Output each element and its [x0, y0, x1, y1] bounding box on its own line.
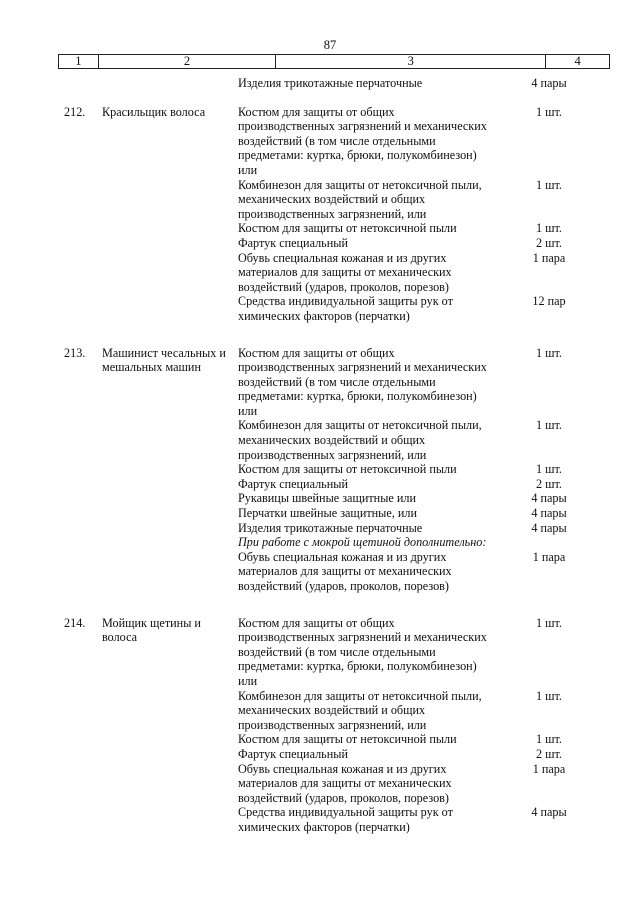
- item-text: Комбинезон для защиты от нетоксичной пыли, механических воздействий и общих производственных загрязнений, или: [238, 688, 482, 732]
- item-quantity: 1 шт.: [536, 732, 562, 747]
- list-item: [238, 762, 610, 806]
- list-item: [238, 76, 610, 91]
- profession-name: Машинист чесальных и мешальных машин: [102, 345, 226, 375]
- item-text: Изделия трикотажные перчаточные: [238, 520, 423, 535]
- item-quantity: [488, 535, 610, 550]
- item-quantity: 1 шт.: [536, 221, 562, 236]
- header-col-3: 3: [276, 55, 546, 68]
- list-item: [238, 251, 610, 295]
- items-list: [238, 616, 610, 835]
- header-col-4: 4: [574, 54, 581, 68]
- list-item: [238, 491, 610, 506]
- item-quantity: 4 пары: [531, 520, 567, 535]
- item-quantity: 1 пара: [532, 250, 566, 265]
- list-item: [238, 732, 610, 747]
- item-text: Костюм для защиты от нетоксичной пыли: [238, 221, 457, 236]
- entry-number: [58, 76, 98, 91]
- item-quantity: 1 шт.: [536, 177, 562, 192]
- table-row: [58, 346, 610, 594]
- list-item: [238, 105, 610, 178]
- profession-name: Мойщик щетины и волоса: [102, 615, 201, 645]
- item-quantity: 1 шт.: [536, 688, 562, 703]
- item-text: Обувь специальная кожаная и из других материалов для защиты от механических воздействий (ударов, проколов, порезов): [238, 761, 452, 805]
- list-item: [238, 550, 610, 594]
- entry-number: 213.: [64, 345, 86, 360]
- profession-name: [98, 76, 238, 91]
- table-header-row: [58, 54, 610, 69]
- list-item: [238, 616, 610, 689]
- list-item: [238, 521, 610, 536]
- item-quantity: 1 пара: [532, 549, 566, 564]
- header-col-1: 1: [59, 55, 99, 68]
- item-quantity: 1 шт.: [536, 462, 562, 477]
- list-item: [238, 221, 610, 236]
- list-item: [238, 747, 610, 762]
- item-quantity: 1 шт.: [536, 418, 562, 433]
- list-item: [238, 418, 610, 462]
- item-text: Фартук специальный: [238, 476, 348, 491]
- item-quantity: 1 шт.: [536, 615, 562, 630]
- item-quantity: 4 пары: [531, 805, 567, 820]
- item-text: Костюм для защиты от нетоксичной пыли: [238, 732, 457, 747]
- item-text: Комбинезон для защиты от нетоксичной пыли, механических воздействий и общих производственных загрязнений, или: [238, 177, 482, 221]
- list-item: [238, 294, 610, 323]
- list-item: [238, 535, 610, 550]
- item-text: Костюм для защиты от общих производственных загрязнений и механических воздействий (в том числе отдельными предметами: куртка, брюки, полукомбинезон) или: [238, 345, 487, 418]
- list-item: [238, 462, 610, 477]
- list-item: [238, 346, 610, 419]
- item-quantity: 12 пар: [532, 294, 566, 309]
- item-text: Фартук специальный: [238, 746, 348, 761]
- item-text: Рукавицы швейные защитные или: [238, 491, 416, 506]
- item-note: При работе с мокрой щетиной дополнительно:: [238, 535, 487, 550]
- table-row: [58, 616, 610, 835]
- items-list: [238, 76, 610, 91]
- item-text: Фартук специальный: [238, 235, 348, 250]
- item-quantity: 1 шт.: [536, 345, 562, 360]
- list-item: [238, 477, 610, 492]
- table-body: [58, 76, 610, 835]
- item-text: Перчатки швейные защитные, или: [238, 506, 418, 521]
- list-item: [238, 506, 610, 521]
- items-list: [238, 105, 610, 324]
- item-text: Обувь специальная кожаная и из других материалов для защиты от механических воздействий (ударов, проколов, порезов): [238, 250, 452, 294]
- item-quantity: 4 пары: [531, 491, 567, 506]
- item-quantity: 2 шт.: [536, 235, 562, 250]
- entry-number: 214.: [64, 615, 86, 630]
- continuation-row: [58, 76, 610, 91]
- items-list: [238, 346, 610, 594]
- item-quantity: 4 пары: [531, 76, 567, 90]
- item-quantity: 4 пары: [531, 506, 567, 521]
- page-number: 87: [323, 38, 337, 52]
- list-item: [238, 236, 610, 251]
- item-quantity: 2 шт.: [536, 746, 562, 761]
- profession-name: Красильщик волоса: [102, 104, 206, 119]
- entry-number: 212.: [64, 104, 86, 119]
- item-text: Костюм для защиты от общих производственных загрязнений и механических воздействий (в том числе отдельными предметами: куртка, брюки, полукомбинезон) или: [238, 615, 487, 688]
- table-row: [58, 105, 610, 324]
- item-quantity: 1 пара: [532, 761, 566, 776]
- list-item: [238, 689, 610, 733]
- header-col-2: 2: [99, 55, 276, 68]
- item-text: Средства индивидуальной защиты рук от химических факторов (перчатки): [238, 805, 453, 834]
- item-quantity: 2 шт.: [536, 476, 562, 491]
- list-item: [238, 178, 610, 222]
- item-text: Изделия трикотажные перчаточные: [238, 76, 423, 90]
- item-text: Костюм для защиты от нетоксичной пыли: [238, 462, 457, 477]
- item-text: Комбинезон для защиты от нетоксичной пыли, механических воздействий и общих производственных загрязнений, или: [238, 418, 482, 462]
- list-item: [238, 805, 610, 834]
- item-text: Средства индивидуальной защиты рук от химических факторов (перчатки): [238, 294, 453, 323]
- item-text: Обувь специальная кожаная и из других материалов для защиты от механических воздействий (ударов, проколов, порезов): [238, 549, 452, 593]
- item-text: Костюм для защиты от общих производственных загрязнений и механических воздействий (в том числе отдельными предметами: куртка, брюки, полукомбинезон) или: [238, 104, 487, 177]
- item-quantity: 1 шт.: [536, 104, 562, 119]
